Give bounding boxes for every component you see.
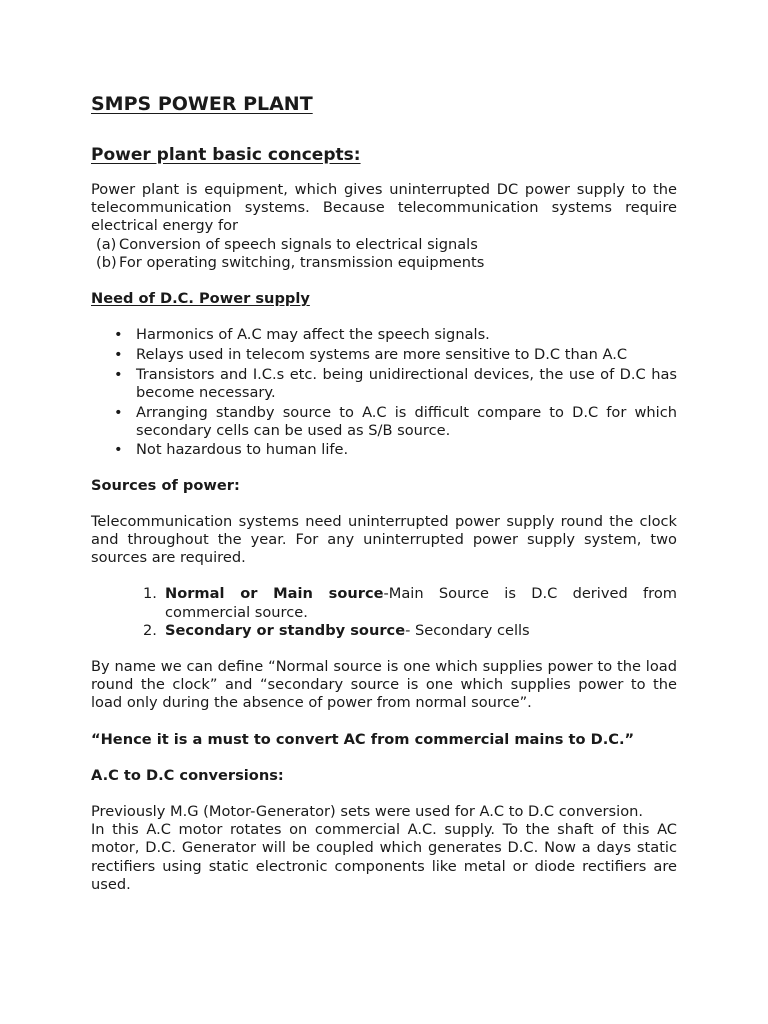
conversion-heading: A.C to D.C conversions: bbox=[91, 766, 284, 784]
conversion-line: Previously M.G (Motor-Generator) sets were used for A.C to D.C conversion. bbox=[91, 803, 644, 821]
list-item: • Transistors and I.C.s etc. being unidirectional devices, the use of D.C has become necessary. bbox=[114, 365, 677, 401]
list-label: (b) bbox=[96, 253, 117, 271]
list-number: 2. bbox=[143, 621, 157, 639]
bullet-icon: • bbox=[114, 441, 123, 459]
definition-paragraph: By name we can define “Normal source is one which supplies power to the load round the clock” and “secondary source is one which supplies power to the load only during the absence of power from normal source”. bbox=[91, 658, 677, 712]
list-item bbox=[91, 254, 677, 272]
list-item bbox=[91, 585, 677, 621]
bullet-icon: • bbox=[114, 326, 123, 344]
list-text: Conversion of speech signals to electrical signals bbox=[119, 235, 478, 253]
list-number: 1. bbox=[143, 585, 157, 603]
section-heading: Power plant basic concepts: bbox=[91, 145, 361, 165]
emphasis-statement: “Hence it is a must to convert AC from commercial mains to D.C.” bbox=[91, 730, 635, 748]
bullet-icon: • bbox=[114, 403, 123, 421]
list-item bbox=[91, 622, 677, 640]
source-description: -Main Source is D.C derived from commercial source. bbox=[165, 585, 677, 621]
sources-list bbox=[91, 585, 677, 640]
list-label: (a) bbox=[96, 235, 117, 253]
bullet-icon: • bbox=[114, 345, 123, 363]
source-term: Normal or Main source bbox=[165, 585, 384, 603]
sources-paragraph: Telecommunication systems need uninterrupted power supply round the clock and throughout the year. For any uninterrupted power supply system, two sources are required. bbox=[91, 512, 677, 567]
list-item: • Not hazardous to human life. bbox=[114, 441, 349, 459]
list-item: • Arranging standby source to A.C is difficult compare to D.C for which secondary cells can be used as S/B source. bbox=[114, 403, 677, 439]
source-term: Secondary or standby source bbox=[165, 621, 406, 639]
sources-heading: Sources of power: bbox=[91, 476, 240, 494]
list-item: • Relays used in telecom systems are more sensitive to D.C than A.C bbox=[114, 345, 628, 363]
list-item: • Harmonics of A.C may affect the speech signals. bbox=[114, 326, 490, 344]
source-description: - Secondary cells bbox=[405, 621, 530, 639]
document-body bbox=[91, 92, 677, 894]
list-text: For operating switching, transmission equipments bbox=[119, 253, 485, 271]
intro-paragraph: Power plant is equipment, which gives uninterrupted DC power supply to the telecommunication systems. Because telecommunication systems require electrical energy for bbox=[91, 181, 677, 235]
bullet-icon: • bbox=[114, 365, 123, 383]
need-list bbox=[91, 326, 677, 459]
document-title: SMPS POWER PLANT bbox=[91, 93, 313, 115]
conversion-paragraph: In this A.C motor rotates on commercial A.C. supply. To the shaft of this AC motor, D.C. Generator will be coupled which generates D.C. Now a days static rectifiers using static electronic components like metal or diode rectifiers are used. bbox=[91, 821, 677, 893]
list-item bbox=[91, 236, 677, 254]
requirements-list bbox=[91, 236, 677, 272]
need-heading: Need of D.C. Power supply bbox=[91, 290, 310, 308]
